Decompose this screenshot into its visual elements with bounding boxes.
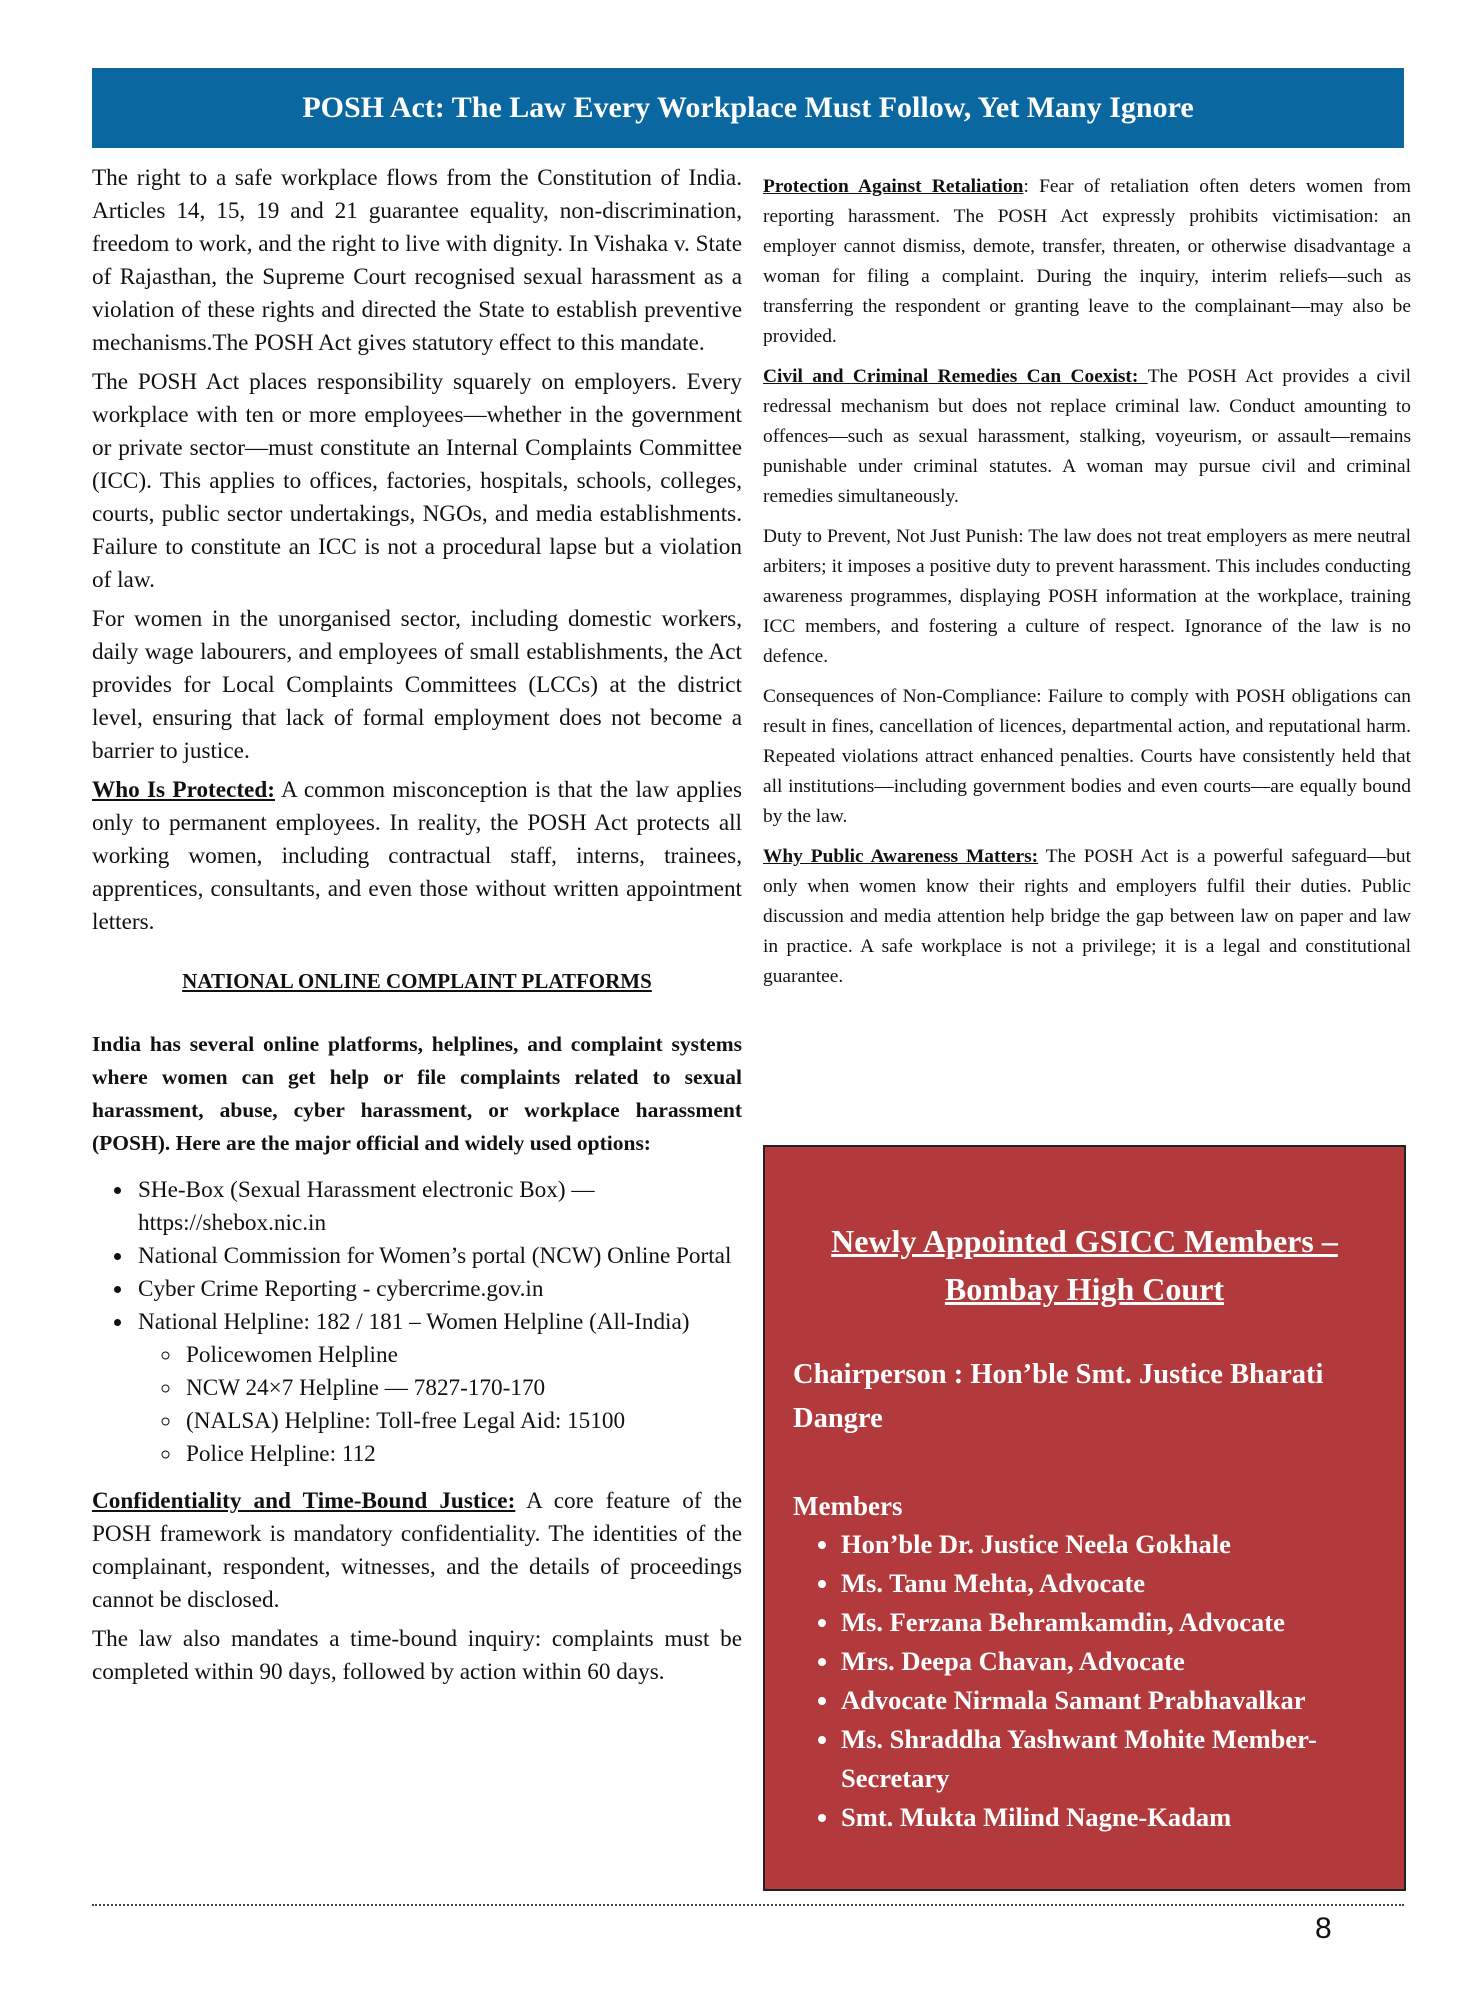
list-item: • Ms. Shraddha Yashwant Mohite Member-Secretary — [841, 1720, 1376, 1798]
list-item: ◦ (NALSA) Helpline: Toll-free Legal Aid: 15100 — [182, 1405, 742, 1438]
duty-paragraph: Duty to Prevent, Not Just Punish: The law does not treat employers as mere neutral arbiters; it imposes a positive duty to prevent harassment. This includes conducting awareness programmes, displaying POSH information at the workplace, training ICC members, and fostering a culture of respect. Ignorance of the law is no defence. — [763, 526, 1411, 667]
platforms-section-title: NATIONAL ONLINE COMPLAINT PLATFORMS — [182, 969, 652, 993]
list-item: • Cyber Crime Reporting - cybercrime.gov.in — [134, 1273, 742, 1306]
helplines-sublist — [138, 1339, 742, 1471]
remedies-paragraph — [763, 362, 1411, 512]
employer-responsibility-paragraph: The POSH Act places responsibility squarely on employers. Every workplace with ten or more employees—whether in the government or private sector—must constitute an Internal Complaints Committee (ICC). This applies to offices, factories, hospitals, schools, colleges, courts, public sector undertakings, NGOs, and media establishments. Failure to constitute an ICC is not a procedural lapse but a violation of law. — [92, 369, 742, 593]
gsicc-chairperson: Chairperson : Hon’ble Smt. Justice Bharati Dangre — [793, 1359, 1324, 1434]
list-item: ◦ NCW 24×7 Helpline — 7827-170-170 — [182, 1372, 742, 1405]
left-column — [92, 162, 742, 1695]
national-helpline-label: National Helpline: 182 / 181 – Women Helpline (All-India) — [138, 1309, 690, 1335]
confidentiality-label: Confidentiality and Time-Bound Justice: — [92, 1488, 516, 1514]
right-column — [763, 172, 1411, 1002]
list-item: • SHe-Box (Sexual Harassment electronic Box) — https://shebox.nic.in — [134, 1174, 742, 1240]
awareness-label: Why Public Awareness Matters: — [763, 846, 1039, 867]
title-banner — [92, 68, 1404, 148]
constitution-paragraph: The right to a safe workplace flows from the Constitution of India. Articles 14, 15, 19 and 21 guarantee equality, non-discrimination, freedom to work, and the right to live with dignity. In Vishaka v. State of Rajasthan, the Supreme Court recognised sexual harassment as a violation of these rights and directed the State to establish preventive mechanisms.The POSH Act gives statutory effect to this mandate. — [92, 165, 742, 356]
gsicc-members-heading: Members — [793, 1491, 903, 1521]
retaliation-label: Protection Against Retaliation — [763, 176, 1024, 197]
list-item: • Advocate Nirmala Samant Prabhavalkar — [841, 1681, 1376, 1720]
retaliation-text: : Fear of retaliation often deters women from reporting harassment. The POSH Act expressly prohibits victimisation: an employer cannot dismiss, demote, transfer, threaten, or otherwise disadvantage a woman for filing a complaint. During the inquiry, interim reliefs—such as transferring the respondent or granting leave to the complainant—may also be provided. — [763, 176, 1411, 347]
remedies-text: The POSH Act provides a civil redressal mechanism but does not replace criminal law. Conduct amounting to offences—such as sexual harassment, stalking, voyeurism, or assault—remains punishable under criminal statutes. A woman may pursue civil and criminal remedies simultaneously. — [763, 366, 1411, 507]
list-item: • Mrs. Deepa Chavan, Advocate — [841, 1642, 1376, 1681]
awareness-text: The POSH Act is a powerful safeguard—but only when women know their rights and employers fulfil their duties. Public discussion and media attention help bridge the gap between law on paper and law in practice. A safe workplace is not a privilege; it is a legal and constitutional guarantee. — [763, 846, 1411, 987]
confidentiality-paragraph — [92, 1485, 742, 1617]
who-protected-text: A common misconception is that the law applies only to permanent employees. In reality, the POSH Act protects all working women, including contractual staff, interns, trainees, apprentices, consultants, and even those without written appointment letters. — [92, 777, 742, 935]
platforms-list — [92, 1174, 742, 1471]
who-protected-label: Who Is Protected: — [92, 777, 275, 803]
gsicc-title: Newly Appointed GSICC Members – Bombay High Court — [831, 1223, 1338, 1307]
list-item: ◦ Policewomen Helpline — [182, 1339, 742, 1372]
timebound-paragraph: The law also mandates a time-bound inquiry: complaints must be completed within 90 days, followed by action within 60 days. — [92, 1626, 742, 1685]
gsicc-members-list — [793, 1525, 1376, 1837]
unorganised-sector-paragraph: For women in the unorganised sector, including domestic workers, daily wage labourers, and employees of small establishments, the Act provides for Local Complaints Committees (LCCs) at the district level, ensuring that lack of formal employment does not become a barrier to justice. — [92, 606, 742, 764]
list-item: • Ms. Tanu Mehta, Advocate — [841, 1564, 1376, 1603]
footer-divider — [92, 1904, 1404, 1906]
list-item: • National Commission for Women’s portal (NCW) Online Portal — [134, 1240, 742, 1273]
awareness-paragraph — [763, 842, 1411, 992]
who-protected-paragraph — [92, 774, 742, 939]
list-item: • Ms. Ferzana Behramkamdin, Advocate — [841, 1603, 1376, 1642]
consequences-paragraph: Consequences of Non-Compliance: Failure to comply with POSH obligations can result in fines, cancellation of licences, departmental action, and reputational harm. Repeated violations attract enhanced penalties. Courts have consistently held that all institutions—including government bodies and even courts—are equally bound by the law. — [763, 686, 1411, 827]
list-item: ◦ Police Helpline: 112 — [182, 1438, 742, 1471]
platforms-intro: India has several online platforms, helplines, and complaint systems where women can get help or file complaints related to sexual harassment, abuse, cyber harassment, or workplace harassment (POSH). Here are the major official and widely used options: — [92, 1032, 742, 1155]
list-item: • Hon’ble Dr. Justice Neela Gokhale — [841, 1525, 1376, 1564]
list-item: • Smt. Mukta Milind Nagne-Kadam — [841, 1798, 1376, 1837]
page-title: POSH Act: The Law Every Workplace Must Follow, Yet Many Ignore — [302, 91, 1194, 124]
confidentiality-text: A core feature of the POSH framework is mandatory confidentiality. The identities of the complainant, respondent, witnesses, and the details of proceedings cannot be disclosed. — [92, 1488, 742, 1613]
page-number: 8 — [1315, 1912, 1332, 1945]
list-item — [134, 1306, 742, 1471]
remedies-label: Civil and Criminal Remedies Can Coexist: — [763, 366, 1148, 387]
retaliation-paragraph — [763, 172, 1411, 352]
gsicc-members-box — [763, 1145, 1406, 1891]
